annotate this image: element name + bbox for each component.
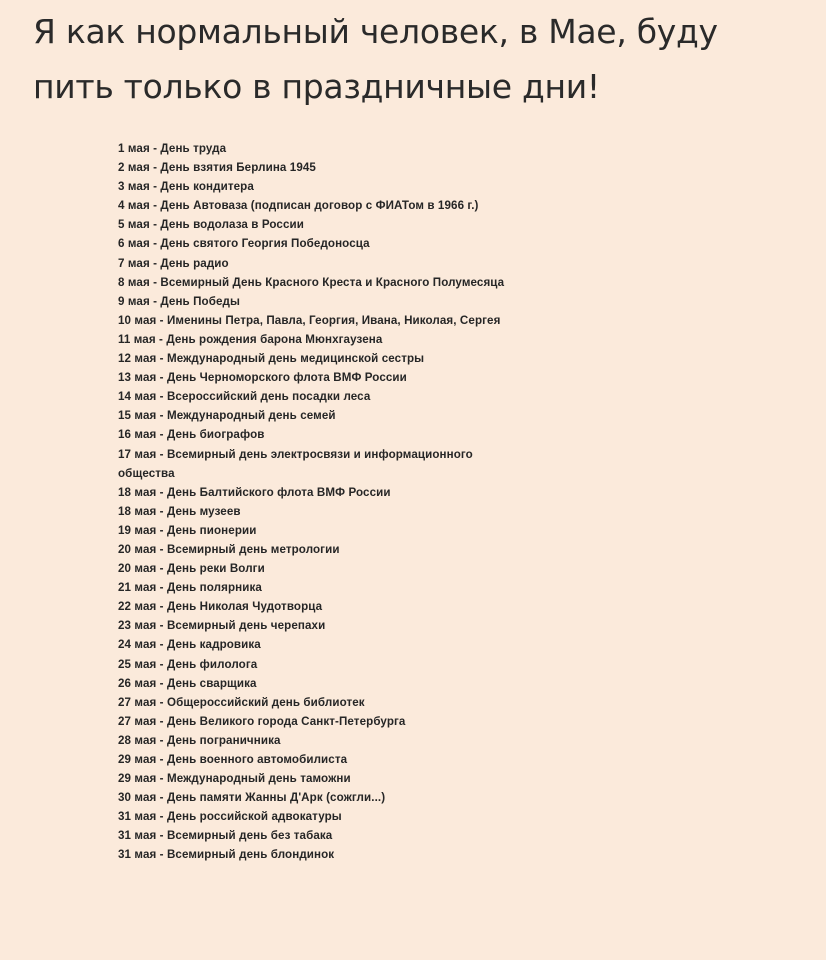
list-item: 29 мая - Международный день таможни [118, 772, 351, 786]
list-item: 6 мая - День святого Георгия Победоносца [118, 237, 370, 251]
list-item: 4 мая - День Автоваза (подписан договор с ФИАТом в 1966 г.) [118, 199, 479, 213]
list-item: 30 мая - День памяти Жанны Д'Арк (сожгли...) [118, 791, 386, 805]
list-item: 27 мая - День Великого города Санкт-Петербурга [118, 714, 406, 728]
list-item: 17 мая - Всемирный день электросвязи и информационного [118, 447, 473, 461]
list-item: 8 мая - Всемирный День Красного Креста и Красного Полумесяца [118, 275, 505, 289]
list-item: 10 мая - Именины Петра, Павла, Георгия, Ивана, Николая, Сергея [118, 313, 501, 327]
page-title [33, 4, 813, 114]
list-item: 24 мая - День кадровика [118, 638, 261, 652]
list-item: 26 мая - День сварщика [118, 676, 257, 690]
list-item: 29 мая - День военного автомобилиста [118, 753, 348, 766]
list-item: 25 мая - День филолога [118, 657, 258, 671]
list-item: 28 мая - День пограничника [118, 733, 281, 747]
list-item: 21 мая - День полярника [118, 581, 262, 595]
list-item: 31 мая - День российской адвокатуры [118, 810, 342, 824]
list-item: 5 мая - День водолаза в России [118, 218, 304, 232]
list-item: 23 мая - Всемирный день черепахи [118, 619, 326, 633]
list-item: 18 мая - День Балтийского флота ВМФ России [118, 485, 391, 499]
title-line-1: Я как нормальный человек, в Мае, буду [33, 12, 718, 51]
list-item: 31 мая - Всемирный день блондинок [118, 848, 335, 862]
list-item: 22 мая - День Николая Чудотворца [118, 600, 323, 614]
list-item: 12 мая - Международный день медицинской сестры [118, 352, 425, 366]
list-item: 2 мая - День взятия Берлина 1945 [118, 161, 316, 175]
list-item: 31 мая - Всемирный день без табака [118, 829, 333, 843]
list-item: общества [118, 466, 175, 480]
list-item: 9 мая - День Победы [118, 294, 240, 308]
list-item: 3 мая - День кондитера [118, 180, 254, 194]
list-item: 15 мая - Международный день семей [118, 409, 336, 423]
list-item: 27 мая - Общероссийский день библиотек [118, 695, 365, 709]
list-item: 11 мая - День рождения барона Мюнхгаузена [118, 332, 383, 346]
list-item: 14 мая - Всероссийский день посадки леса [118, 390, 371, 404]
holiday-list [118, 139, 738, 865]
list-item: 16 мая - День биографов [118, 428, 265, 442]
title-line-2: пить только в праздничные дни! [33, 67, 600, 106]
list-item: 18 мая - День музеев [118, 504, 241, 518]
list-item: 13 мая - День Черноморского флота ВМФ России [118, 371, 407, 385]
list-item: 7 мая - День радио [118, 256, 229, 270]
list-item: 19 мая - День пионерии [118, 523, 257, 537]
list-item: 20 мая - Всемирный день метрологии [118, 542, 340, 556]
list-item: 20 мая - День реки Волги [118, 562, 265, 576]
list-item: 1 мая - День труда [118, 142, 227, 155]
